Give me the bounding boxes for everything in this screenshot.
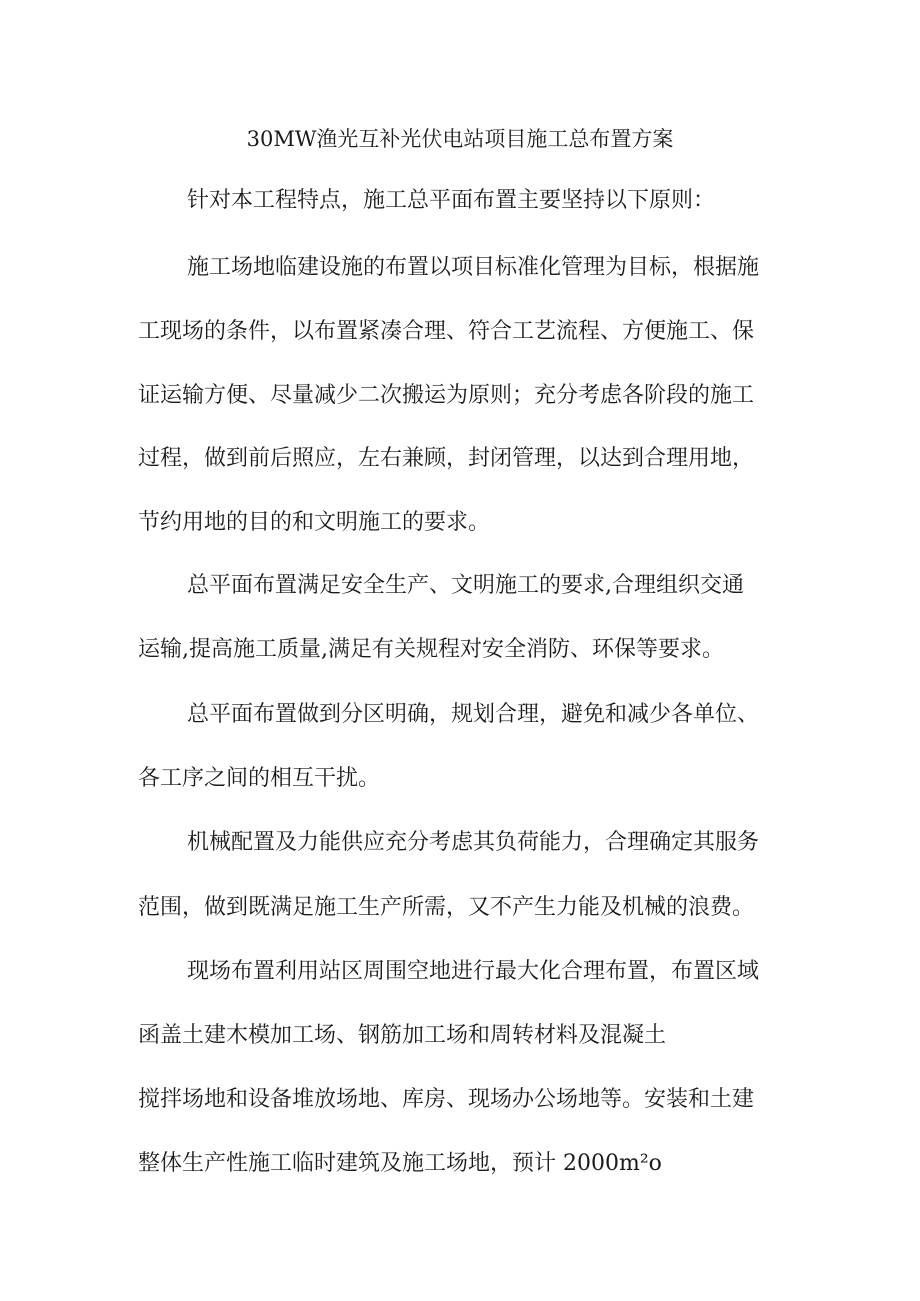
text-line: 函盖土建木模加工场、钢筋加工场和周转材料及混凝土 [138, 1023, 667, 1048]
text-line: 运输,提高施工质量,满足有关规程对安全消防、环保等要求。 [138, 637, 724, 662]
text-line: 过程，做到前后照应，左右兼顾，封闭管理，以达到合理用地， [138, 446, 755, 471]
text-line: 机械配置及力能供应充分考虑其负荷能力，合理确定其服务 [187, 830, 760, 855]
text-line: 各工序之间的相互干扰。 [138, 766, 381, 791]
text-line: 针对本工程特点，施工总平面布置主要坚持以下原则： [187, 188, 716, 213]
text-line: 总平面布置做到分区明确，规划合理，避免和减少各单位、 [187, 702, 760, 727]
text-line: 证运输方便、尽量减少二次搬运为原则；充分考虑各阶段的施工 [138, 383, 755, 408]
text-line: 范围，做到既满足施工生产所需，又不产生力能及机械的浪费。 [138, 895, 755, 920]
document-title: 30MW渔光互补光伏电站项目施工总布置方案 [246, 127, 674, 151]
text-line: 施工场地临建设施的布置以项目标准化管理为目标，根据施 [187, 255, 760, 280]
text-line: 整体生产性施工临时建筑及施工场地，预计 2000m²o [138, 1151, 662, 1176]
text-line: 现场布置利用站区周围空地进行最大化合理布置，布置区域 [187, 959, 760, 984]
text-line: 搅拌场地和设备堆放场地、库房、现场办公场地等。安装和土建 [138, 1087, 755, 1112]
text-line: 总平面布置满足安全生产、文明施工的要求,合理组织交通 [187, 573, 744, 598]
text-line: 工现场的条件，以布置紧凑合理、符合工艺流程、方便施工、保 [138, 319, 755, 344]
text-line: 节约用地的目的和文明施工的要求。 [138, 510, 491, 535]
